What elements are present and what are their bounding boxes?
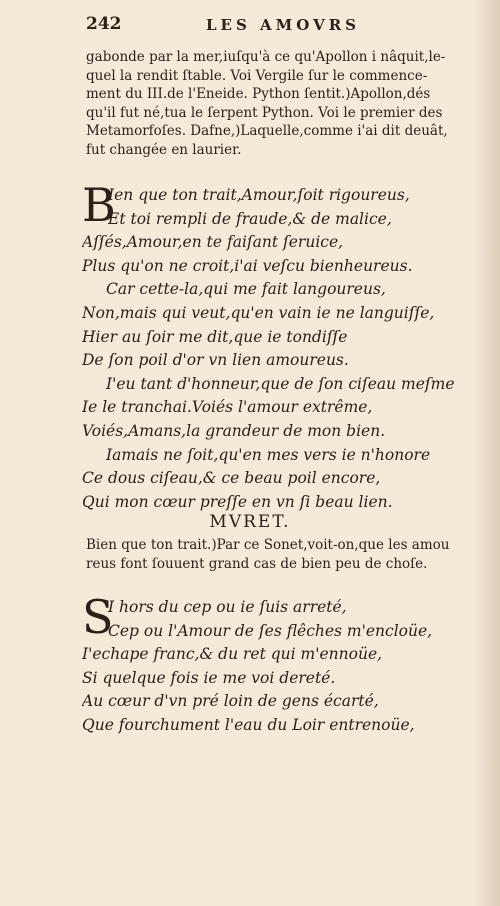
- commentary-line: fut changée en laurier.: [86, 141, 242, 158]
- page-number: 242: [86, 14, 122, 34]
- commentary-bottom: [86, 536, 478, 573]
- commentary-line: gabonde par la mer,iuſqu'à ce qu'Apollon i nâquit,le-: [86, 49, 446, 65]
- verse-line: I'eu tant d'honneur,que de ſon ciſeau meſme: [106, 374, 455, 393]
- verse-line: Hier au ſoir me dit,que ie tondiſſe: [82, 327, 348, 346]
- commentary-line: Metamorfoſes. Dafne,)Laquelle,comme i'ai dit deuât,: [86, 123, 448, 139]
- verse-line: Car cette-la,qui me fait langoureus,: [106, 280, 386, 299]
- commentary-line: quel la rendit ſtable. Voi Vergile ſur le commence-: [86, 67, 428, 84]
- verse-line: I'echape franc,& du ret qui m'ennoüe,: [82, 645, 383, 664]
- verse-line: Plus qu'on ne croit,i'ai veſcu bienheureus.: [82, 256, 413, 275]
- verse-line: Ie le tranchai.Voiés l'amour extrême,: [82, 398, 373, 417]
- page-header: [86, 14, 476, 36]
- verse-line: Ien que ton trait,Amour,ſoit rigoureus,: [108, 186, 410, 204]
- drop-cap-initial: B: [82, 178, 116, 232]
- sonnet-1: [82, 178, 482, 514]
- verse-line: Non,mais qui veut,qu'en vain ie ne languiſſe,: [82, 303, 435, 322]
- verse-line: Que fourchument l'eau du Loir entrenoüe,: [82, 715, 415, 734]
- verse-line: Si quelque fois ie me voi dereté.: [82, 668, 336, 687]
- verse-line: Qui mon cœur preſſe en vn ſi beau lien.: [82, 492, 393, 511]
- verse-line: Cep ou l'Amour de ſes flêches m'encloüe,: [108, 621, 433, 640]
- verse-line: Aſſés,Amour,en te faiſant ſeruice,: [82, 233, 344, 252]
- commentary-top: [86, 48, 478, 159]
- verse-line: I hors du cep ou ie ſuis arreté,: [108, 598, 347, 616]
- running-head: LES AMOVRS: [206, 16, 361, 34]
- verse-line: De ſon poil d'or vn lien amoureus.: [82, 351, 349, 370]
- commentary-heading: MVRET.: [209, 512, 291, 532]
- verse-line: Voiés,Amans,la grandeur de mon bien.: [82, 421, 386, 440]
- verse-line: Au cœur d'vn pré loin de gens écarté,: [82, 692, 379, 711]
- verse-line: Iamais ne ſoit,qu'en mes vers ie n'honore: [106, 445, 431, 464]
- commentary-line: reus font ſouuent grand cas de bien peu de choſe.: [86, 555, 428, 572]
- commentary-line: ment du III.de l'Eneide. Python ſentit.)Apollon,dés: [86, 86, 431, 102]
- commentary-line: Bien que ton trait.)Par ce Sonet,voit-on,que les amou: [86, 537, 450, 553]
- commentary-line: qu'il fut né,tua le ſerpent Python. Voi le premier des: [86, 104, 443, 121]
- verse-line: Et toi rempli de fraude,& de malice,: [108, 209, 392, 228]
- drop-cap-initial: S: [82, 590, 114, 644]
- sonnet-2: [82, 590, 482, 738]
- verse-line: Ce dous ciſeau,& ce beau poil encore,: [82, 469, 381, 488]
